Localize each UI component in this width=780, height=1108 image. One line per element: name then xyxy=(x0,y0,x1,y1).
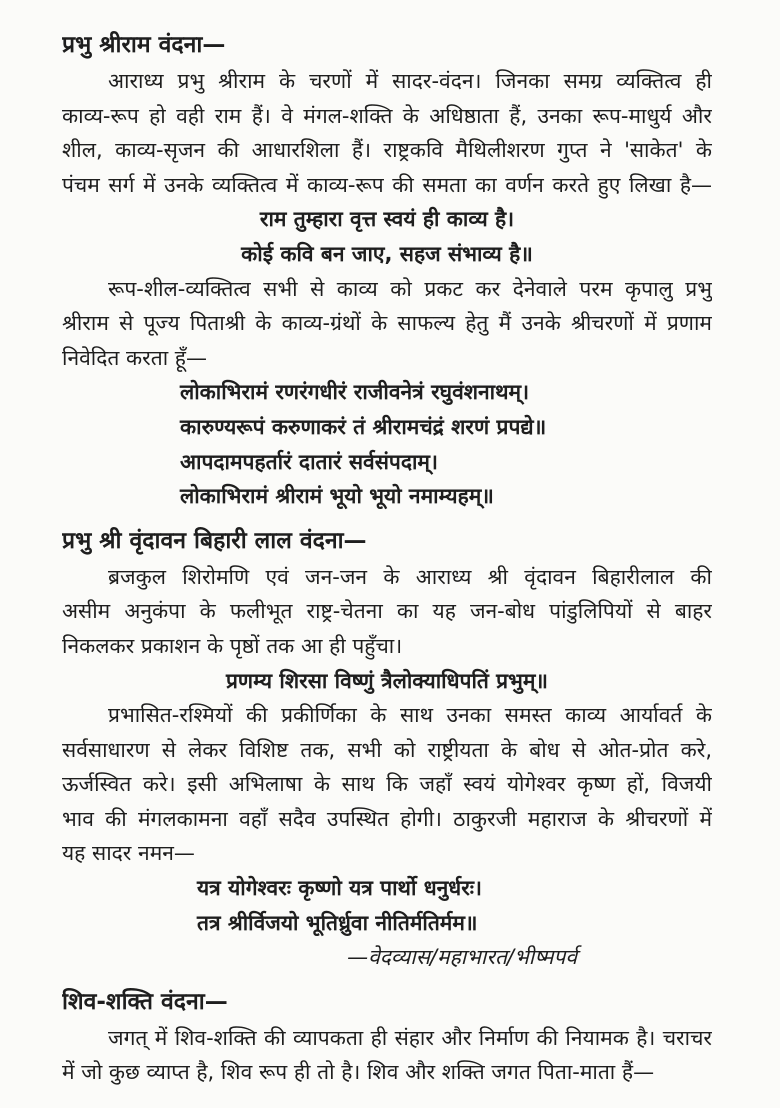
paragraph-line: रूप-शील-व्यक्तित्व सभी से काव्य को प्रकट कर देनेवाले परम कृपालु प्रभु xyxy=(108,276,712,301)
paragraph-line: श्रीराम से पूज्य पिताश्री के काव्य-ग्रंथों के साफल्य हेतु मैं उनके श्रीचरणों में प्रणाम xyxy=(62,311,712,336)
paragraph-line: सर्वसाधारण से लेकर विशिष्ट तक, सभी को राष्ट्रीयता के बोध से ओत-प्रोत करे, xyxy=(62,737,712,762)
paragraph-line: पंचम सर्ग में उनके व्यक्तित्व में काव्य-रूप की समता का वर्णन करते हुए लिखा है— xyxy=(62,172,712,197)
paragraph-line: आराध्य प्रभु श्रीराम के चरणों में सादर-वंदन। जिनका समग्र व्यक्तित्व ही xyxy=(108,69,712,93)
paragraph-line: निवेदित करता हूँ— xyxy=(62,345,207,370)
section-heading-vrindavan: प्रभु श्री वृंदावन बिहारी लाल वंदना— xyxy=(62,527,367,554)
section-heading-shriram: प्रभु श्रीराम वंदना— xyxy=(62,32,226,58)
paragraph-line: प्रभासित-रश्मियों की प्रकीर्णिका के साथ उनका समस्त काव्य आर्यावर्त के xyxy=(108,703,712,728)
paragraph-line: ऊर्जस्वित करे। इसी अभिलाषा के साथ कि जहाँ स्वयं योगेश्वर कृष्ण हों, विजयी xyxy=(62,772,712,797)
paragraph-line: में जो कुछ व्याप्त है, शिव रूप ही तो है। शिव और शक्ति जगत पिता-माता हैं— xyxy=(62,1060,655,1085)
paragraph-line: निकलकर प्रकाशन के पृष्ठों तक आ ही पहुँचा। xyxy=(62,633,403,658)
paragraph-line: शील, काव्य-सृजन की आधारशिला हैं। राष्ट्रकवि मैथिलीशरण गुप्त ने 'साकेत' के xyxy=(62,138,712,163)
paragraph-line: जगत् में शिव-शक्ति की व्यापकता ही संहार और निर्माण की नियामक है। चराचर xyxy=(108,1025,712,1050)
shloka-line: आपदामपहर्तारं दातारं सर्वसंपदाम्। xyxy=(180,449,438,474)
verse-line: प्रणम्य शिरसा विष्णुं त्रैलोक्याधिपतिं प्रभुम्॥ xyxy=(225,668,549,693)
shloka-line: कारुण्यरूपं करुणाकरं तं श्रीरामचंद्रं शरणं प्रपद्ये॥ xyxy=(180,414,547,439)
verse-line: कोई कवि बन जाए, सहज संभाव्य है॥ xyxy=(241,241,533,266)
paragraph-line: यह सादर नमन— xyxy=(62,841,195,866)
attribution: —वेदव्यास/महाभारत/भीष्मपर्व xyxy=(347,945,577,970)
paragraph-line: ब्रजकुल शिरोमणि एवं जन-जन के आराध्य श्री वृंदावन बिहारीलाल की xyxy=(108,564,712,589)
shloka-line: यत्र योगेश्वरः कृष्णो यत्र पार्थो धनुर्धरः। xyxy=(197,876,482,901)
verse-line: राम तुम्हारा वृत्त स्वयं ही काव्य है। xyxy=(259,207,515,232)
shloka-line: तत्र श्रीर्विजयो भूतिर्ध्रुवा नीतिर्मतिर्मम॥ xyxy=(197,910,478,935)
paragraph-line: भाव की मंगलकामना वहाँ सदैव उपस्थित होगी। ठाकुरजी महाराज के श्रीचरणों में xyxy=(62,806,712,831)
section-heading-shiv-shakti: शिव-शक्ति वंदना— xyxy=(62,988,228,1015)
book-page xyxy=(62,26,712,1090)
shloka-line: लोकाभिरामं श्रीरामं भूयो भूयो नमाम्यहम्॥ xyxy=(180,484,494,509)
shloka-line: लोकाभिरामं रणरंगधीरं राजीवनेत्रं रघुवंशनाथम्। xyxy=(180,380,530,405)
paragraph-line: काव्य-रूप हो वही राम हैं। वे मंगल-शक्ति के अधिष्ठाता हैं, उनका रूप-माधुर्य और xyxy=(62,103,712,128)
paragraph-line: असीम अनुकंपा के फलीभूत राष्ट्र-चेतना का यह जन-बोध पांडुलिपियों से बाहर xyxy=(62,599,712,624)
